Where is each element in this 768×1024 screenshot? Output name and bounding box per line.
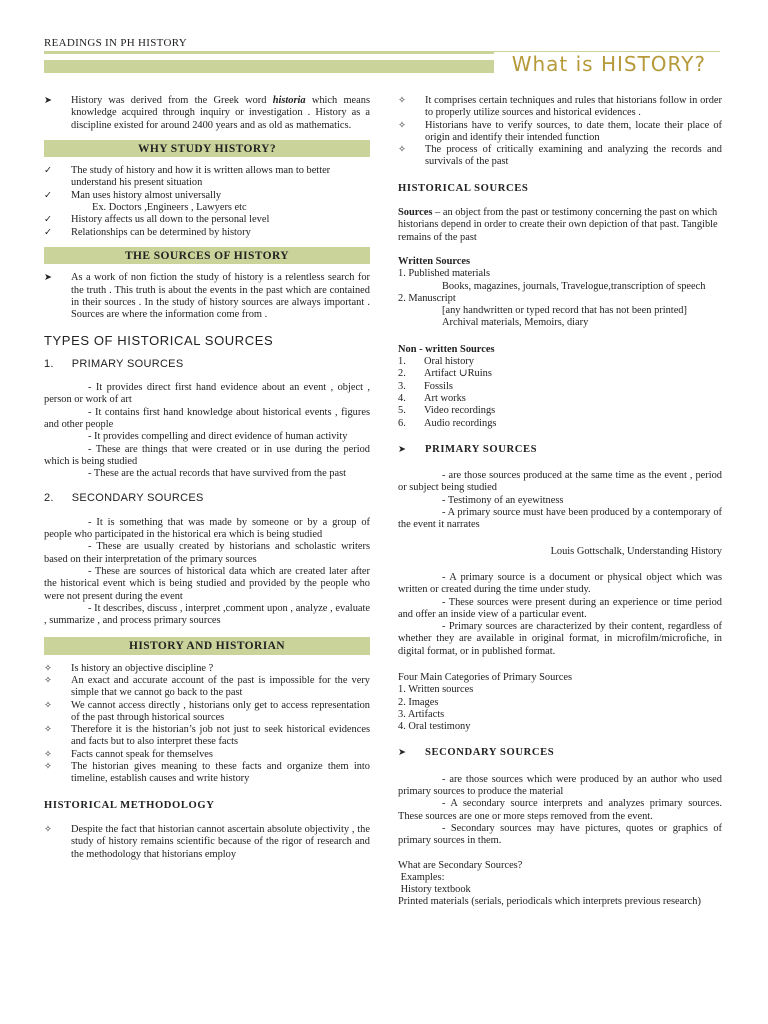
diamond-bullet-icon: ✧ [44,748,52,760]
diamond-bullet-icon: ✧ [44,761,52,773]
non-written-heading: Non - written Sources [398,343,495,355]
sources-paragraph: ➤ As a work of non fiction the study of history is a relentless search for the truth . This truth is about the events in the past which are contained in their sources . In the study of history sources are always important . Sources are where the information come from . [44,272,370,321]
section-title-sources: THE SOURCES OF HISTORY [44,247,370,264]
sources-definition: Sources – an object from the past or testimony concerning the past on which historians depend in order to create their own depiction of that past. Tangible remains of the past [398,207,718,243]
secondary-question: What are Secondary Sources? [398,859,523,871]
primary-sources-heading: 1. PRIMARY SOURCES [44,357,184,370]
primary-point: - It provides direct first hand evidence about an event , object , person or work of art [44,382,370,406]
primary-point: - These are things that were created or in use during the period which is being studied [44,443,370,467]
diamond-bullet-icon: ✧ [44,699,52,711]
list-item: ✧ It comprises certain techniques and rules that historians follow in order to properly utilize sources and historical evidences . [398,95,722,119]
intro-paragraph: ➤ History was derived from the Greek word historia which means knowledge acquired through inquiry or investigation . History as a discipline existed for around 2400 years and as old as mathematics. [44,95,370,131]
arrow-bullet-icon: ➤ [44,272,52,284]
example-item: History textbook [398,884,471,896]
diamond-bullet-icon: ✧ [44,674,52,686]
secondary-point: - Secondary sources may have pictures, quotes or graphics of primary sources in them. [398,822,722,847]
check-bullet-icon: ✓ [44,165,52,177]
list-item: ✓ History affects us all down to the personal level [44,214,270,226]
secondary-point: - These are sources of historical data which are created later after the historical event which is being studied and provided by the people who were not present during the event [44,565,370,602]
diamond-bullet-icon: ✧ [398,119,406,131]
written-item: 2. Manuscript [398,292,456,304]
primary-sources-heading: ➤ PRIMARY SOURCES [398,443,538,455]
list-item: 3. Fossils [398,380,453,392]
secondary-point: - These are usually created by historians and scholastic writers based on their interpretation of the primary sources [44,541,370,565]
primary-point: - are those sources produced at the same time as the event , period or subject being studied [398,470,722,494]
list-item: ✧ The historian gives meaning to these facts and organize them into timeline, establish causes and write history [44,761,370,785]
primary-point: - Testimony of an eyewitness [442,494,564,506]
primary-point: - A primary source is a document or physical object which was written or created during the time under study. [398,571,722,596]
check-bullet-icon: ✓ [44,214,52,226]
list-item: ✓ Man uses history almost universally [44,189,222,201]
diamond-bullet-icon: ✧ [44,662,52,674]
primary-point: - A primary source must have been produced by a contemporary of the event it narrates [398,507,722,531]
diamond-bullet-icon: ✧ [398,95,406,106]
primary-point: - It contains first hand knowledge about historical events , figures and other people [44,406,370,430]
section-title-history-historian: HISTORY AND HISTORIAN [44,637,370,654]
list-item: ✓ Relationships can be determined by history [44,226,251,238]
check-bullet-icon: ✓ [44,189,52,201]
secondary-sources-heading: 2. SECONDARY SOURCES [44,492,204,505]
list-item: ✧ Therefore it is the historian’s job not just to seek historical evidences and facts but to also interpret these facts [44,724,370,748]
example-line: Ex. Doctors ,Engineers , Lawyers etc [92,202,247,214]
diamond-bullet-icon: ✧ [44,724,52,736]
page-title: What is HISTORY? [494,52,724,76]
list-item: ✧ Facts cannot speak for themselves [44,748,213,760]
list-item: 1. Oral history [398,356,474,368]
list-item: ✧ Is history an objective discipline ? [44,662,214,674]
greek-word: historia [272,95,306,106]
categories-heading: Four Main Categories of Primary Sources [398,671,573,683]
historical-sources-heading: HISTORICAL SOURCES [398,182,529,194]
examples-label: Examples: [398,871,445,883]
list-item: 3. Artifacts [398,708,445,720]
methodology-heading: HISTORICAL METHODOLOGY [44,799,215,811]
written-item: 1. Published materials [398,268,491,280]
section-title-why-study: WHY STUDY HISTORY? [44,140,370,157]
arrow-bullet-icon: ➤ [398,443,407,455]
secondary-point: - It describes, discuss , interpret ,comment upon , analyze , evaluate , summarize , and process primary sources [44,602,370,627]
attribution: Louis Gottschalk, Understanding History [550,545,722,557]
check-bullet-icon: ✓ [44,226,52,238]
arrow-bullet-icon: ➤ [398,747,407,759]
secondary-point: - It is something that was made by someone or by a group of people who participated in the historical era which is being studied [44,516,370,541]
list-item: 6. Audio recordings [398,417,497,429]
secondary-point: - are those sources which were produced by an author who used primary sources to produce the material [398,773,722,798]
arrow-bullet-icon: ➤ [44,95,52,106]
diamond-bullet-icon: ✧ [44,823,52,835]
list-item: 5. Video recordings [398,405,496,417]
right-column [398,95,722,909]
example-item: Printed materials (serials, periodicals which interprets previous research) [398,896,701,908]
types-heading: TYPES OF HISTORICAL SOURCES [44,333,274,349]
list-item: ✧ An exact and accurate account of the past is impossible for the very simple that we cannot go back to the past [44,674,370,699]
list-item: 1. Written sources [398,684,474,696]
secondary-point: - A secondary source interprets and analyzes primary sources. These sources are one or more steps removed from the event. [398,798,722,822]
course-title: READINGS IN PH HISTORY [44,37,187,49]
written-sources-heading: Written Sources [398,255,471,267]
list-item: 4. Art works [398,392,466,404]
primary-point: - Primary sources are characterized by their content, regardless of whether they are available in original format, in microfilm/microfiche, in digital format, or in published format. [398,621,722,657]
list-item: 2. Artifact ∪Ruins [398,368,492,380]
secondary-sources-heading: ➤ SECONDARY SOURCES [398,747,555,759]
methodology-paragraph: ✧ Despite the fact that historian cannot ascertain absolute objectivity , the study of history remains scientific because of the rigor of research and the methodology that historians employ [44,823,370,860]
primary-point: - These are the actual records that have survived from the past [88,468,347,480]
written-item-detail: Archival materials, Memoirs, diary [442,317,589,329]
list-item: 2. Images [398,696,439,708]
written-item-detail: [any handwritten or typed record that has not been printed] [442,305,687,317]
list-item: ✧ Historians have to verify sources, to date them, locate their place of origin and identify their intended function [398,119,722,143]
list-item: ✧ The process of critically examining and analyzing the records and survivals of the past [398,144,722,168]
list-item: 4. Oral testimony [398,721,471,733]
left-column [44,95,370,861]
primary-point: - It provides compelling and direct evidence of human activity [88,431,348,443]
list-item: ✓ The study of history and how it is written allows man to better understand his present situation [44,165,331,189]
diamond-bullet-icon: ✧ [398,144,406,156]
list-item: ✧ We cannot access directly , historians only get to access representation of the past through historical sources [44,699,370,723]
written-item-detail: Books, magazines, journals, Travelogue,transcription of speech [442,280,706,292]
primary-point: - These sources were present during an experience or time period and offer an inside view of a particular event. [398,596,722,620]
